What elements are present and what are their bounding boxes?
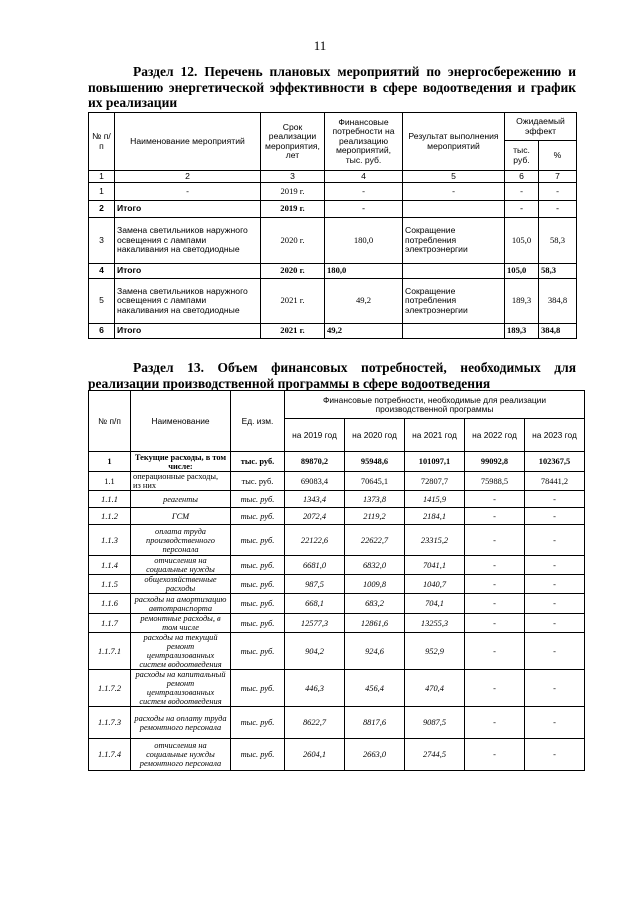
row-value-year: 78441,2 [525, 472, 585, 491]
table-row-total [89, 264, 577, 279]
row-value-year: 952,9 [405, 633, 465, 670]
row-value-year: 101097,1 [405, 452, 465, 472]
row-value-year: - [525, 525, 585, 556]
header-effect-pct: % [539, 141, 577, 171]
row-value-year: 89870,2 [285, 452, 345, 472]
row-value-year: - [525, 739, 585, 771]
row-value-year: - [465, 491, 525, 508]
row-value-year: 8622,7 [285, 707, 345, 739]
header-num: № п/п [89, 113, 115, 171]
row-name: Текущие расходы, в том числе: [131, 452, 231, 472]
row-finance: - [325, 201, 403, 218]
row-num: 1.1.7 [89, 614, 131, 633]
row-num: 1.1 [89, 472, 131, 491]
row-unit: тыс. руб. [231, 633, 285, 670]
row-num: 1 [89, 452, 131, 472]
row-unit: тыс. руб. [231, 508, 285, 525]
row-name: отчисления на социальные нужды [131, 556, 231, 575]
row-unit: тыс. руб. [231, 491, 285, 508]
section-13-title: Раздел 13. Объем финансовых потребностей, необходимых для реализации производственной программы в сфере водоотведения [88, 360, 576, 391]
row-value-year: 2663,0 [345, 739, 405, 771]
row-unit: тыс. руб. [231, 670, 285, 707]
row-name: Замена светильников наружного освещения с лампами накаливания на светодиодные [115, 279, 261, 324]
table-row [89, 575, 585, 594]
row-value-year: 2119,2 [345, 508, 405, 525]
column-number: 3 [261, 171, 325, 183]
row-value-year: - [465, 508, 525, 525]
row-unit: тыс. руб. [231, 594, 285, 614]
row-value-year: 6832,0 [345, 556, 405, 575]
header-result: Результат выполнения мероприятий [403, 113, 505, 171]
row-name: отчисления на социальные нужды ремонтного персонала [131, 739, 231, 771]
table-row-total [89, 201, 577, 218]
row-num: 1 [89, 183, 115, 201]
row-effect-rub: 189,3 [505, 324, 539, 339]
row-result [403, 201, 505, 218]
row-effect-pct: - [539, 201, 577, 218]
row-num: 5 [89, 279, 115, 324]
row-result: Сокращение потребления электроэнергии [403, 279, 505, 324]
row-value-year: - [525, 633, 585, 670]
column-number: 7 [539, 171, 577, 183]
row-name: Итого [115, 324, 261, 339]
row-value-year: - [465, 525, 525, 556]
row-value-year: 22622,7 [345, 525, 405, 556]
row-value-year: 9087,5 [405, 707, 465, 739]
row-name: ГСМ [131, 508, 231, 525]
row-value-year: 1373,8 [345, 491, 405, 508]
row-value-year: 1343,4 [285, 491, 345, 508]
row-value-year: 12577,3 [285, 614, 345, 633]
row-value-year: - [465, 575, 525, 594]
row-result [403, 264, 505, 279]
row-name: общехозяйственные расходы [131, 575, 231, 594]
row-effect-rub: - [505, 183, 539, 201]
row-value-year: - [465, 594, 525, 614]
row-effect-rub: 105,0 [505, 264, 539, 279]
row-value-year: 2072,4 [285, 508, 345, 525]
row-value-year: 72807,7 [405, 472, 465, 491]
header-effect-rub: тыс. руб. [505, 141, 539, 171]
row-unit: тыс. руб. [231, 472, 285, 491]
row-value-year: 904,2 [285, 633, 345, 670]
row-num: 1.1.7.2 [89, 670, 131, 707]
row-value-year: - [525, 491, 585, 508]
table-row [89, 739, 585, 771]
row-period: 2020 г. [261, 218, 325, 264]
row-value-year: 7041,1 [405, 556, 465, 575]
row-value-year: 99092,8 [465, 452, 525, 472]
row-name: Итого [115, 201, 261, 218]
row-value-year: 95948,6 [345, 452, 405, 472]
row-period: 2020 г. [261, 264, 325, 279]
row-value-year: - [525, 614, 585, 633]
row-value-year: 22122,6 [285, 525, 345, 556]
header-finance: Финансовые потребности на реализацию мероприятий, тыс. руб. [325, 113, 403, 171]
header-name: Наименование мероприятий [115, 113, 261, 171]
column-number: 1 [89, 171, 115, 183]
row-effect-rub: 189,3 [505, 279, 539, 324]
row-effect-pct: 384,8 [539, 324, 577, 339]
table-row [89, 491, 585, 508]
header-period: Срок реализации мероприятия, лет [261, 113, 325, 171]
row-name: ремонтные расходы, в том числе [131, 614, 231, 633]
row-num: 1.1.7.3 [89, 707, 131, 739]
row-period: 2021 г. [261, 279, 325, 324]
row-finance: 180,0 [325, 218, 403, 264]
row-value-year: 70645,1 [345, 472, 405, 491]
table-row [89, 670, 585, 707]
row-num: 2 [89, 201, 115, 218]
row-finance: 180,0 [325, 264, 403, 279]
row-name: расходы на оплату труда ремонтного персонала [131, 707, 231, 739]
row-value-year: 2184,1 [405, 508, 465, 525]
row-num: 1.1.4 [89, 556, 131, 575]
row-value-year: 470,4 [405, 670, 465, 707]
row-num: 1.1.2 [89, 508, 131, 525]
row-value-year: - [525, 575, 585, 594]
row-name: расходы на капитальный ремонт централизованных систем водоотведения [131, 670, 231, 707]
table-row [89, 614, 585, 633]
row-num: 4 [89, 264, 115, 279]
row-unit: тыс. руб. [231, 739, 285, 771]
row-value-year: 446,3 [285, 670, 345, 707]
row-num: 1.1.7.4 [89, 739, 131, 771]
row-value-year: 23315,2 [405, 525, 465, 556]
row-value-year: - [465, 739, 525, 771]
row-unit: тыс. руб. [231, 525, 285, 556]
row-value-year: 1040,7 [405, 575, 465, 594]
row-num: 1.1.1 [89, 491, 131, 508]
row-name: расходы на амортизацию автотранспорта [131, 594, 231, 614]
row-num: 3 [89, 218, 115, 264]
header-name: Наименование [131, 391, 231, 452]
row-value-year: 1415,9 [405, 491, 465, 508]
row-finance: 49,2 [325, 279, 403, 324]
header-year: на 2022 год [465, 419, 525, 452]
row-num: 1.1.3 [89, 525, 131, 556]
row-value-year: 13255,3 [405, 614, 465, 633]
row-value-year: 1009,8 [345, 575, 405, 594]
financial-needs-table [88, 390, 585, 771]
row-period: 2019 г. [261, 183, 325, 201]
row-value-year: 8817,6 [345, 707, 405, 739]
row-effect-rub: - [505, 201, 539, 218]
row-finance: 49,2 [325, 324, 403, 339]
row-value-year: 704,1 [405, 594, 465, 614]
table-row [89, 633, 585, 670]
row-name: - [115, 183, 261, 201]
row-num: 1.1.7.1 [89, 633, 131, 670]
row-unit: тыс. руб. [231, 707, 285, 739]
row-effect-pct: - [539, 183, 577, 201]
table-row-total [89, 324, 577, 339]
row-name: оплата труда производственного персонала [131, 525, 231, 556]
table-row [89, 525, 585, 556]
row-name: Итого [115, 264, 261, 279]
header-finance: Финансовые потребности, необходимые для реализации производственной программы [285, 391, 585, 419]
row-effect-pct: 58,3 [539, 218, 577, 264]
row-value-year: - [525, 594, 585, 614]
table-row [89, 279, 577, 324]
header-year: на 2023 год [525, 419, 585, 452]
row-value-year: 12861,6 [345, 614, 405, 633]
section-12-title: Раздел 12. Перечень плановых мероприятий по энергосбережению и повышению энергетической эффективности в сфере водоотведения и график их реализации [88, 64, 576, 110]
table-row [89, 218, 577, 264]
header-unit: Ед. изм. [231, 391, 285, 452]
row-name: Замена светильников наружного освещения с лампами накаливания на светодиодные [115, 218, 261, 264]
energy-measures-table [88, 112, 577, 339]
row-value-year: - [465, 633, 525, 670]
header-num: № п/п [89, 391, 131, 452]
row-value-year: 75988,5 [465, 472, 525, 491]
row-value-year: 668,1 [285, 594, 345, 614]
row-value-year: - [525, 707, 585, 739]
row-result: Сокращение потребления электроэнергии [403, 218, 505, 264]
row-effect-rub: 105,0 [505, 218, 539, 264]
row-unit: тыс. руб. [231, 556, 285, 575]
column-number: 5 [403, 171, 505, 183]
header-year: на 2019 год [285, 419, 345, 452]
row-period: 2019 г. [261, 201, 325, 218]
header-effect: Ожидаемый эффект [505, 113, 577, 141]
row-effect-pct: 58,3 [539, 264, 577, 279]
row-value-year: 102367,5 [525, 452, 585, 472]
row-name: расходы на текущий ремонт централизованных систем водоотведения [131, 633, 231, 670]
page-number: 11 [313, 38, 327, 53]
row-value-year: 924,6 [345, 633, 405, 670]
table-row [89, 183, 577, 201]
row-num: 1.1.5 [89, 575, 131, 594]
row-value-year: - [525, 670, 585, 707]
column-number: 2 [115, 171, 261, 183]
row-effect-pct: 384,8 [539, 279, 577, 324]
row-name: реагенты [131, 491, 231, 508]
column-number: 4 [325, 171, 403, 183]
row-unit: тыс. руб. [231, 575, 285, 594]
row-result [403, 324, 505, 339]
row-value-year: 987,5 [285, 575, 345, 594]
row-unit: тыс. руб. [231, 452, 285, 472]
table-row [89, 452, 585, 472]
row-value-year: - [465, 556, 525, 575]
row-value-year: 683,2 [345, 594, 405, 614]
row-result: - [403, 183, 505, 201]
row-value-year: 2744,5 [405, 739, 465, 771]
row-value-year: 69083,4 [285, 472, 345, 491]
table-row [89, 508, 585, 525]
column-number: 6 [505, 171, 539, 183]
row-num: 1.1.6 [89, 594, 131, 614]
table-row [89, 472, 585, 491]
row-value-year: 2604,1 [285, 739, 345, 771]
table-row [89, 707, 585, 739]
row-num: 6 [89, 324, 115, 339]
row-name: операционные расходы, из них [131, 472, 231, 491]
row-value-year: - [465, 707, 525, 739]
row-unit: тыс. руб. [231, 614, 285, 633]
row-value-year: - [465, 614, 525, 633]
row-finance: - [325, 183, 403, 201]
row-value-year: 6681,0 [285, 556, 345, 575]
table-row [89, 594, 585, 614]
row-value-year: - [525, 508, 585, 525]
header-year: на 2020 год [345, 419, 405, 452]
row-value-year: - [525, 556, 585, 575]
table-row [89, 556, 585, 575]
row-value-year: - [465, 670, 525, 707]
row-value-year: 456,4 [345, 670, 405, 707]
row-period: 2021 г. [261, 324, 325, 339]
header-year: на 2021 год [405, 419, 465, 452]
